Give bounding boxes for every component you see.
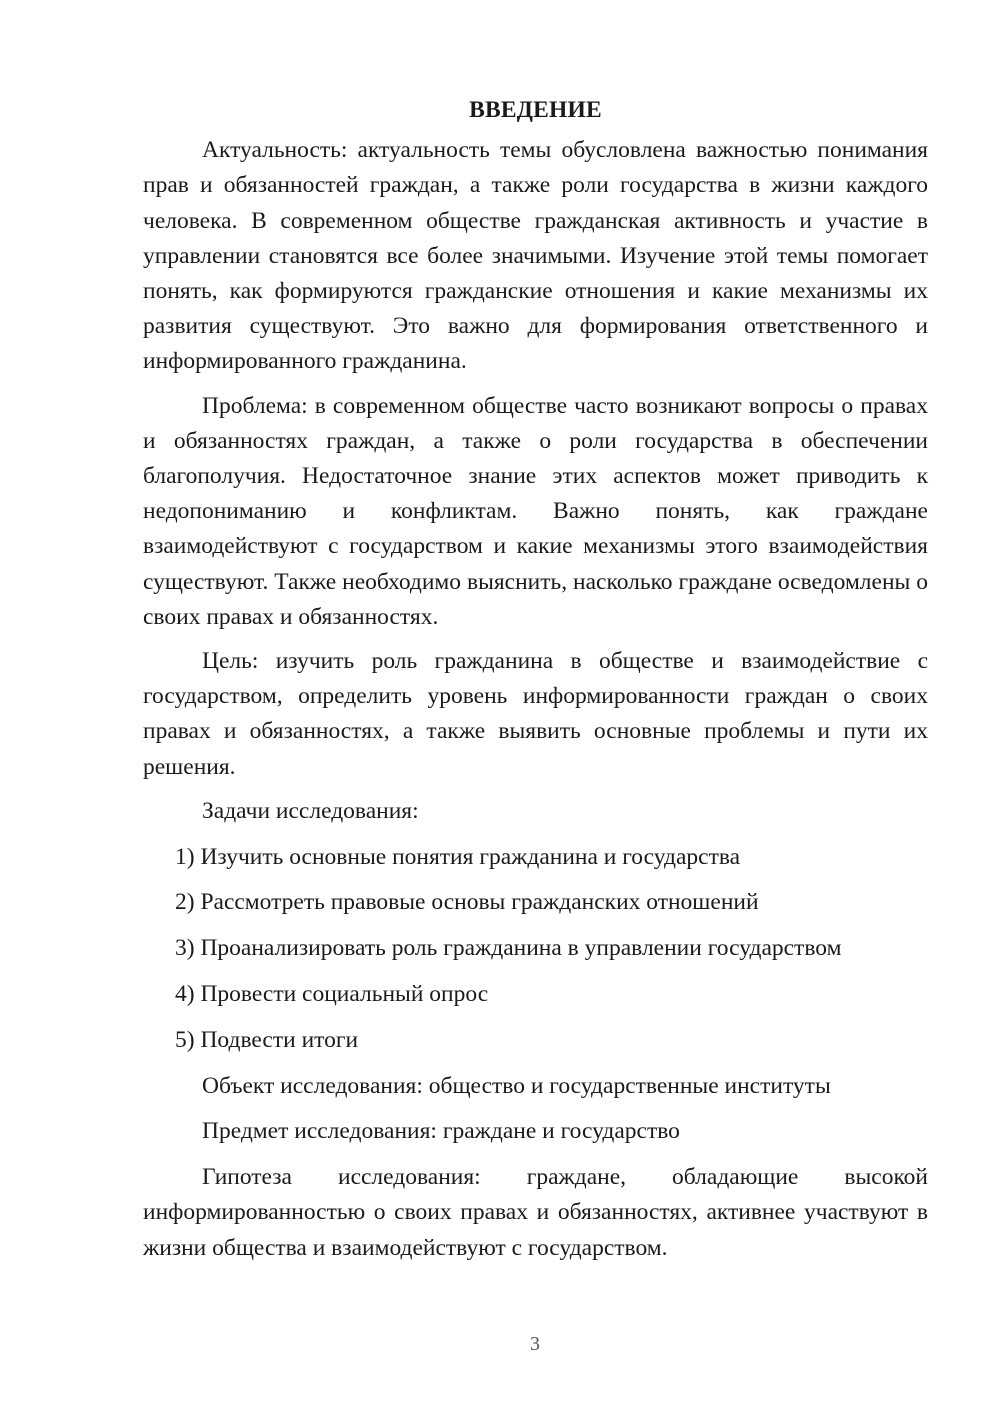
list-item: 3) Проанализировать роль гражданина в управлении государством [175, 935, 842, 962]
tasks-heading: Задачи исследования: [202, 797, 419, 824]
list-item: 2) Рассмотреть правовые основы гражданских отношений [175, 889, 759, 916]
list-item: 1) Изучить основные понятия гражданина и государства [175, 843, 741, 870]
list-item: 5) Подвести итоги [175, 1026, 359, 1053]
relevance-paragraph: Актуальность: актуальность темы обусловлена важностью понимания прав и обязанностей граждан, а также роли государства в жизни каждого человека. В современном обществе гражданская активность и участие в управлении становятся все более значимыми. Изучение этой темы помогает понять, как формируются гражданские отношения и какие механизмы их развития существуют. Это важно для формирования ответственного и информированного гражданина. [143, 137, 928, 375]
goal-paragraph: Цель: изучить роль гражданина в обществе и взаимодействие с государством, определить уровень информированности граждан о своих правах и обязанностях, а также выявить основные проблемы и пути их решения. [143, 648, 928, 780]
hypothesis-paragraph: Гипотеза исследования: граждане, обладающие высокой информированностью о своих правах и обязанностях, активнее участвуют в жизни общества и взаимодействуют с государством. [143, 1164, 928, 1261]
research-subject: Предмет исследования: граждане и государство [202, 1118, 680, 1145]
research-object: Объект исследования: общество и государственные институты [202, 1072, 831, 1099]
page-title: ВВЕДЕНИЕ [469, 97, 602, 123]
problem-paragraph: Проблема: в современном обществе часто возникают вопросы о правах и обязанностях граждан, а также о роли государства в обеспечении благополучия. Недостаточное знание этих аспектов может приводить к недопониманию и конфликтам. Важно понять, как граждане взаимодействуют с государством и какие механизмы этого взаимодействия существуют. Также необходимо выяснить, насколько граждане осведомлены о своих правах и обязанностях. [143, 392, 928, 630]
page-content [143, 93, 928, 1275]
list-item: 4) Провести социальный опрос [175, 981, 489, 1008]
page-number: 3 [530, 1333, 540, 1355]
tasks-list [143, 840, 928, 1058]
